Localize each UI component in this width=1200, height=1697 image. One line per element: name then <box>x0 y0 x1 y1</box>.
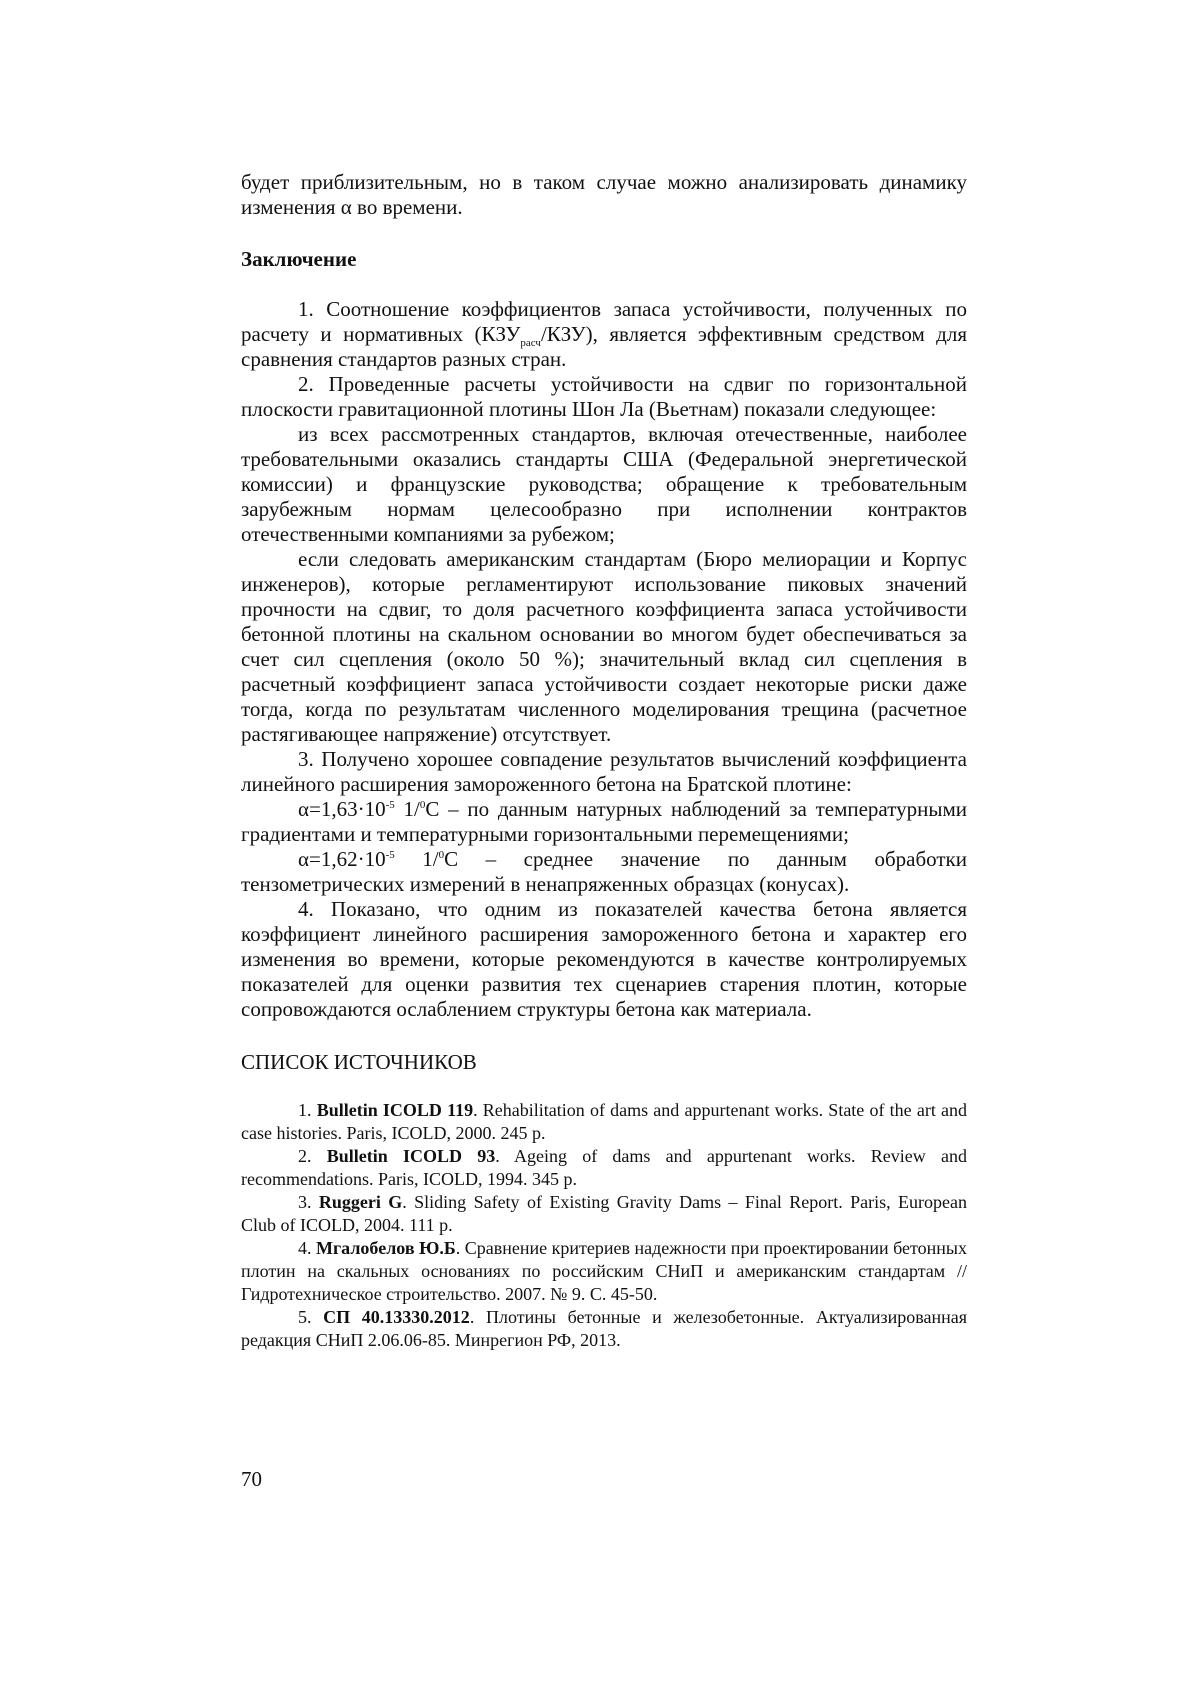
formula-2-text: С – среднее значение по данным обработки тензометрических измерений в ненапряженных образцах (конусах). <box>241 847 967 896</box>
conclusion-item-1-text-b: /КЗУ), является эффективным средством для сравнения стандартов разных стран. <box>241 322 967 371</box>
reference-item <box>241 1191 967 1237</box>
reference-source: Bulletin ICOLD 93 <box>326 1146 496 1166</box>
reference-details: . Плотины бетонные и железобетонные. Актуализированная редакция СНиП 2.06.06-85. Минрегион РФ, 2013. <box>241 1307 968 1350</box>
formula-2-base: α=1,62·10 <box>298 847 386 871</box>
references-list <box>241 1099 967 1352</box>
formula-1 <box>241 797 967 847</box>
reference-number: 4. <box>298 1238 317 1258</box>
reference-source: СП 40.13330.2012 <box>323 1307 470 1327</box>
formula-2-exponent: -5 <box>385 849 395 861</box>
formula-1-text: С – по данным натурных наблюдений за температурными градиентами и температурными горизонтальными перемещениями; <box>241 797 967 846</box>
conclusion-item-2-point-a: из всех рассмотренных стандартов, включая отечественные, наиболее требовательными оказались стандарты США (Федеральной энергетической комиссии) и французские руководства; обращение к требовательным зарубежным нормам целесообразно при исполнении контрактов отечественными компаниями за рубежом; <box>241 422 967 546</box>
formula-2-unit: 1/ <box>394 847 439 871</box>
page-number: 70 <box>241 1467 262 1491</box>
formula-1-degree: 0 <box>419 799 426 811</box>
conclusion-item-3: 3. Получено хорошее совпадение результатов вычислений коэффициента линейного расширения замороженного бетона на Братской плотине: <box>241 747 967 796</box>
reference-source: Мгалобелов Ю.Б <box>316 1238 456 1258</box>
subscript-calc: расч <box>520 337 541 350</box>
formula-1-base: α=1,63·10 <box>298 797 386 821</box>
reference-source: Ruggeri G <box>318 1192 403 1212</box>
page-body <box>241 170 967 1352</box>
reference-number: 2. <box>298 1146 327 1166</box>
conclusion-item-2: 2. Проведенные расчеты устойчивости на сдвиг по горизонтальной плоскости гравитационной плотины Шон Ла (Вьетнам) показали следующее: <box>241 372 967 421</box>
reference-details: . Ageing of dams and appurtenant works. Review and recommendations. Paris, ICOLD, 1994. 345 p. <box>241 1146 967 1189</box>
conclusion-item-1-text-a: 1. Соотношение коэффициентов запаса устойчивости, полученных по расчету и нормативных (КЗУ <box>241 297 967 346</box>
references-heading: СПИСОК ИСТОЧНИКОВ <box>241 1050 477 1074</box>
reference-details: . Sliding Safety of Existing Gravity Dams – Final Report. Paris, European Club of ICOLD, 2004. 111 p. <box>241 1192 967 1235</box>
reference-source: Bulletin ICOLD 119 <box>316 1100 474 1120</box>
reference-details: . Rehabilitation of dams and appurtenant works. State of the art and case histories. Paris, ICOLD, 2000. 245 p. <box>241 1100 968 1143</box>
reference-item <box>241 1145 967 1191</box>
reference-item <box>241 1237 967 1306</box>
reference-number: 5. <box>298 1307 324 1327</box>
conclusion-item-4: 4. Показано, что одним из показателей качества бетона является коэффициент линейного расширения замороженного бетона и характер его изменения во времени, которые рекомендуются в качестве контролируемых показателей для оценки развития тех сценариев старения плотин, которые сопровождаются ослаблением структуры бетона как материала. <box>241 897 967 1021</box>
reference-item <box>241 1306 967 1352</box>
intro-paragraph: будет приблизительным, но в таком случае можно анализировать динамику изменения α во времени. <box>241 170 967 219</box>
formula-2 <box>241 847 967 897</box>
reference-number: 1. <box>298 1100 317 1120</box>
formula-1-unit: 1/ <box>394 797 420 821</box>
conclusion-item-1 <box>241 297 967 372</box>
formula-1-exponent: -5 <box>385 799 395 811</box>
reference-details: . Сравнение критериев надежности при проектировании бетонных плотин на скальных основаниях по российским СНиП и американским стандартам // Гидротехническое строительство. 2007. № 9. С. 45-50. <box>241 1238 967 1304</box>
formula-2-degree: 0 <box>438 849 445 861</box>
reference-item <box>241 1099 967 1145</box>
conclusion-heading: Заключение <box>241 247 357 271</box>
reference-number: 3. <box>298 1192 319 1212</box>
conclusion-item-2-point-b: если следовать американским стандартам (Бюро мелиорации и Корпус инженеров), которые регламентируют использование пиковых значений прочности на сдвиг, то доля расчетного коэффициента запаса устойчивости бетонной плотины на скальном основании во многом будет обеспечиваться за счет сил сцепления (около 50 %); значительный вклад сил сцепления в расчетный коэффициент запаса устойчивости создает некоторые риски даже тогда, когда по результатам численного моделирования трещина (расчетное растягивающее напряжение) отсутствует. <box>241 547 967 746</box>
